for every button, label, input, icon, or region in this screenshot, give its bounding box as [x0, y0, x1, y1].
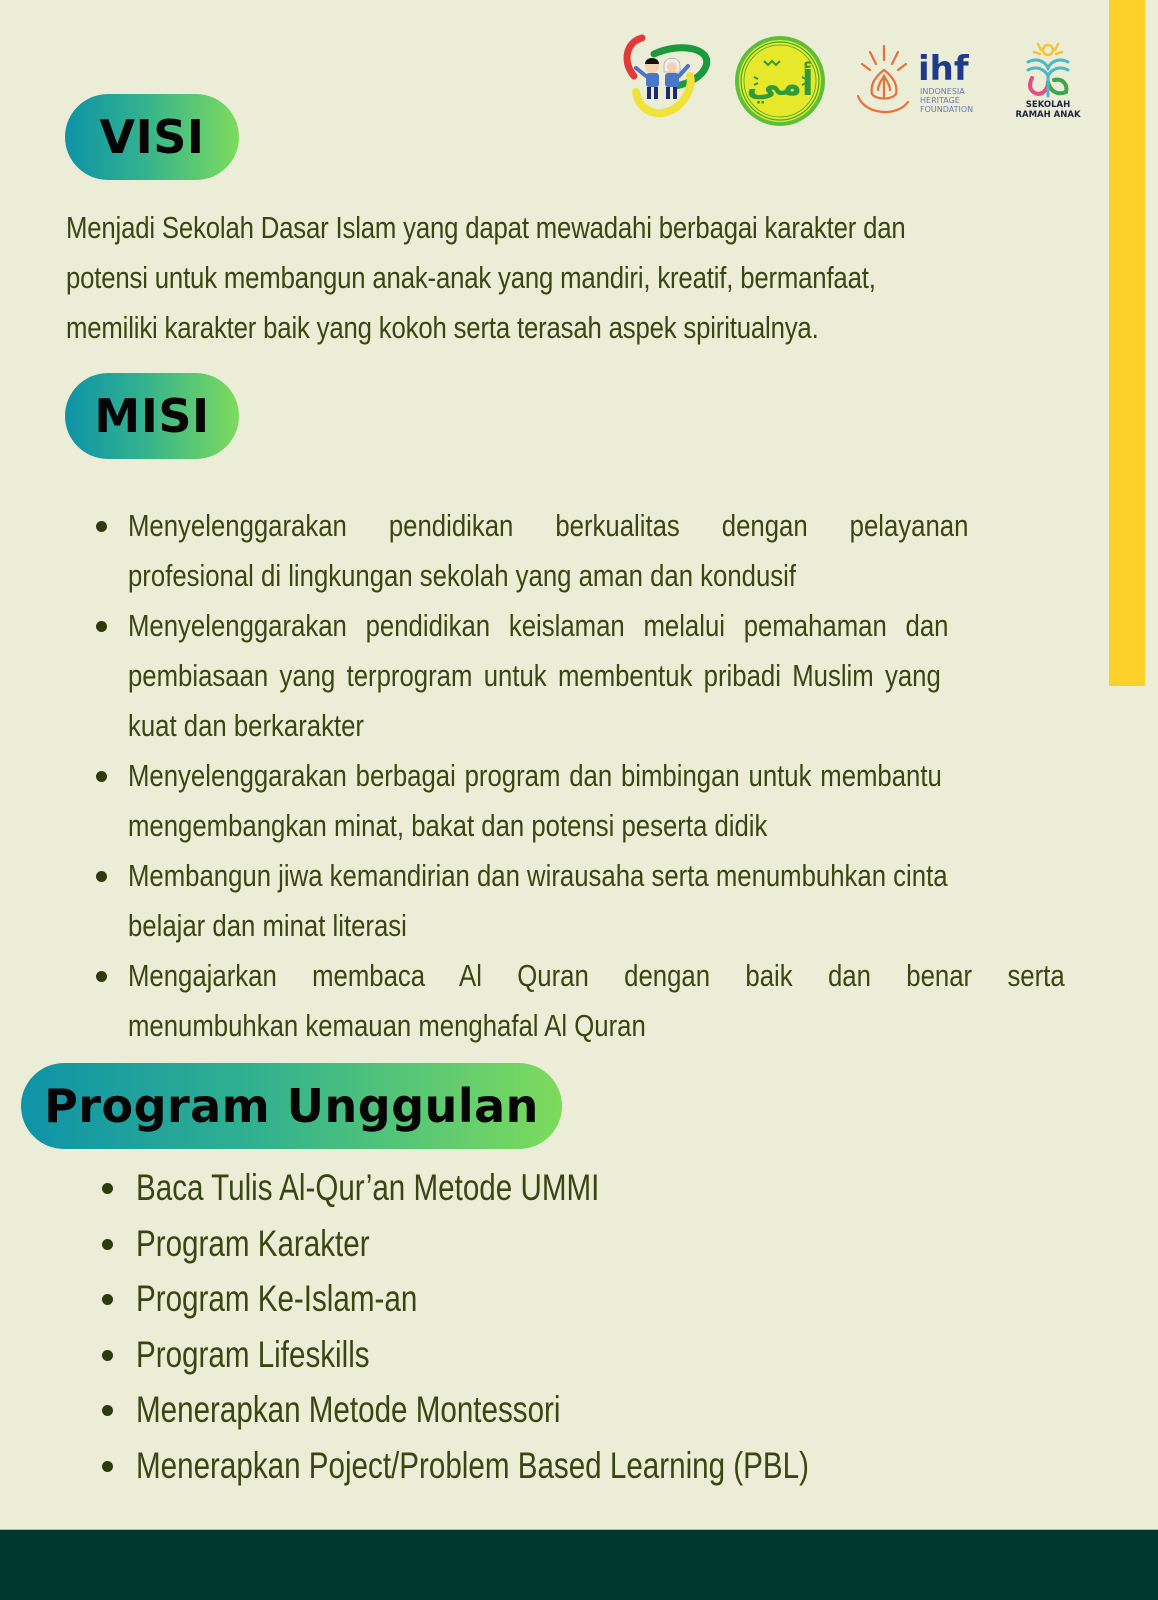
svg-text:ihf: ihf [918, 49, 969, 89]
program-heading: Program Unggulan [44, 1079, 539, 1133]
partner-logos [620, 30, 1090, 130]
program-item [96, 1382, 896, 1438]
bullet-icon [102, 1294, 113, 1305]
program-item [96, 1216, 896, 1272]
misi-list [90, 501, 1065, 1051]
program-item-label: Program Ke-Islam-an [136, 1278, 418, 1319]
visi-line: Menjadi Sekolah Dasar Islam yang dapat mewadahi berbagai karakter dan [66, 210, 906, 245]
bullet-icon [102, 1239, 113, 1250]
misi-line: Menyelenggarakan pendidikan berkualitas dengan pelayanan [128, 508, 969, 543]
visi-paragraph [66, 203, 962, 353]
bullet-icon [102, 1405, 113, 1416]
misi-line: pembiasaan yang terprogram untuk membentuk pribadi Muslim yang [128, 658, 941, 693]
program-list [96, 1160, 896, 1493]
program-item-label: Menerapkan Poject/Problem Based Learning (PBL) [136, 1444, 809, 1486]
bullet-icon [102, 1461, 113, 1472]
misi-item [90, 501, 1010, 601]
svg-text:INDONESIA: INDONESIA [920, 87, 965, 96]
program-item-label: Program Karakter [136, 1222, 370, 1264]
visi-line: potensi untuk membangun anak-anak yang mandiri, kreatif, bermanfaat, [66, 260, 876, 295]
program-item [96, 1160, 896, 1216]
misi-line: belajar dan minat literasi [128, 908, 407, 943]
program-item [96, 1438, 896, 1494]
kemendikbud-children-logo [620, 32, 712, 124]
bullet-icon [96, 871, 107, 882]
svg-text:RAMAH ANAK: RAMAH ANAK [1015, 110, 1081, 120]
svg-text:HERITAGE: HERITAGE [920, 96, 960, 105]
misi-line: profesional di lingkungan sekolah yang aman dan kondusif [128, 558, 797, 593]
misi-line: Membangun jiwa kemandirian dan wirausaha serta menumbuhkan cinta [128, 858, 948, 893]
sekolah-ramah-anak-logo [1008, 38, 1088, 122]
misi-item [90, 601, 1010, 751]
misi-heading: MISI [94, 389, 210, 443]
misi-line: Menyelenggarakan berbagai program dan bimbingan untuk membantu [128, 758, 942, 793]
misi-line: menumbuhkan kemauan menghafal Al Quran [128, 1008, 646, 1043]
misi-line: mengembangkan minat, bakat dan potensi peserta didik [128, 808, 768, 843]
visi-heading: VISI [99, 110, 205, 164]
yellow-accent-bar [1109, 0, 1145, 686]
svg-text:FOUNDATION: FOUNDATION [920, 105, 974, 114]
misi-item [90, 851, 1010, 951]
misi-heading-pill [65, 373, 239, 459]
visi-line: memiliki karakter baik yang kokoh serta terasah aspek spiritualnya. [66, 310, 819, 345]
misi-line: Menyelenggarakan pendidikan keislaman melalui pemahaman dan [128, 608, 949, 643]
ummi-logo [734, 35, 826, 127]
program-item [96, 1271, 896, 1327]
bullet-icon [96, 521, 107, 532]
footer-band [0, 1529, 1158, 1600]
program-item-label: Baca Tulis Al-Qur’an Metode UMMI [136, 1167, 600, 1208]
program-item-label: Program Lifeskills [136, 1333, 370, 1375]
misi-item [90, 751, 1010, 851]
program-heading-pill [21, 1063, 562, 1149]
visi-heading-pill [65, 94, 239, 180]
misi-line: Mengajarkan membaca Al Quran dengan baik dan benar serta [128, 958, 1065, 993]
svg-text:أمي: أمي [746, 64, 814, 104]
bullet-icon [102, 1350, 113, 1361]
program-item-label: Menerapkan Metode Montessori [136, 1389, 561, 1430]
program-item [96, 1327, 896, 1383]
bullet-icon [102, 1183, 113, 1194]
bullet-icon [96, 971, 107, 982]
bullet-icon [96, 621, 107, 632]
ihf-logo [854, 44, 984, 120]
misi-item [90, 951, 1065, 1051]
svg-text:SEKOLAH: SEKOLAH [1025, 100, 1071, 110]
bullet-icon [96, 771, 107, 782]
misi-line: kuat dan berkarakter [128, 708, 364, 743]
